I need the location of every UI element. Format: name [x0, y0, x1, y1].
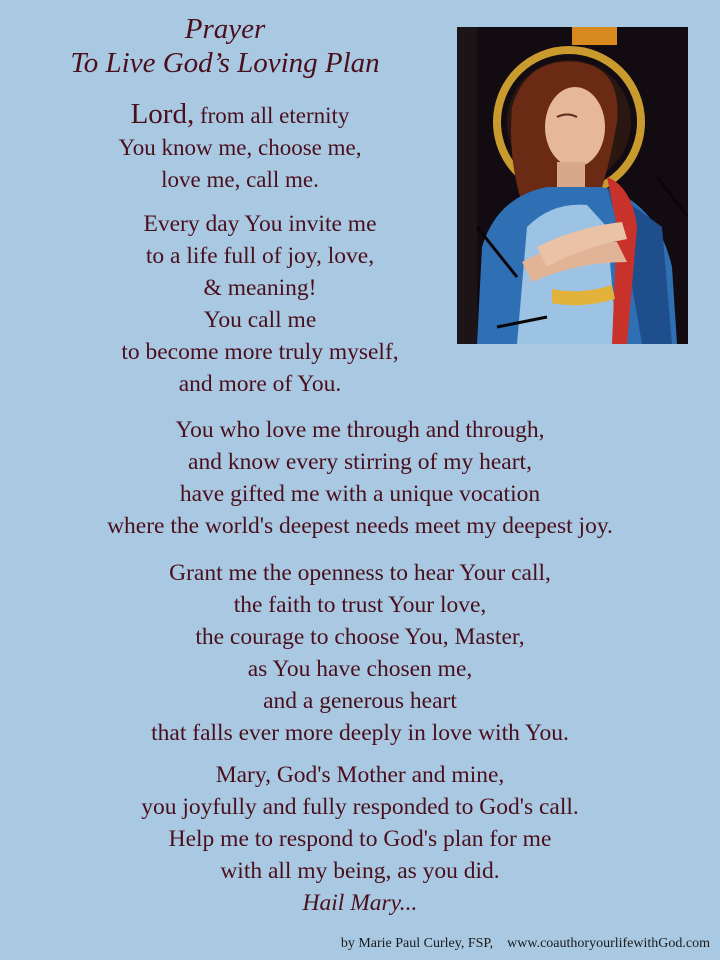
title-line-1: Prayer: [184, 13, 266, 45]
stanza-line: as You have chosen me,: [247, 656, 473, 682]
closing-line: Hail Mary...: [302, 890, 418, 916]
intro-line-3: love me, call me.: [161, 167, 319, 192]
intro-lead-word: Lord,: [130, 98, 195, 130]
stanza-line: You call me: [203, 307, 317, 333]
intro-line-1: [40, 98, 440, 132]
stanza-line: where the world's deepest needs meet my deepest joy.: [107, 513, 613, 539]
stanza-line: Mary, God's Mother and mine,: [215, 762, 505, 788]
stanza-3: [0, 557, 720, 749]
prayer-title: [10, 12, 440, 80]
author-credit: by Marie Paul Curley, FSP,: [340, 936, 494, 951]
stanza-line: and more of You.: [178, 371, 342, 397]
title-line-2: To Live God’s Loving Plan: [70, 47, 380, 79]
stanza-line: to become more truly myself,: [121, 339, 399, 365]
stanza-line: & meaning!: [203, 275, 317, 301]
stanza-line: to a life full of joy, love,: [145, 243, 375, 269]
intro-stanza: [40, 98, 440, 196]
credit-line: [0, 936, 710, 952]
stanza-line: with all my being, as you did.: [220, 858, 500, 884]
stanza-2: [0, 414, 720, 542]
intro-line-2: You know me, choose me,: [118, 135, 362, 160]
website-link[interactable]: www.coauthoryourlifewithGod.com: [507, 936, 710, 951]
stanza-line: the courage to choose You, Master,: [195, 624, 525, 650]
stanza-line: the faith to trust Your love,: [233, 592, 487, 618]
stanza-4: [0, 759, 720, 919]
stanza-line: Grant me the openness to hear Your call,: [169, 560, 551, 586]
stanza-line: Help me to respond to God's plan for me: [168, 826, 552, 852]
stanza-line: and know every stirring of my heart,: [188, 449, 532, 475]
stained-glass-mary-image: [457, 27, 688, 344]
stanza-line: and a generous heart: [263, 688, 457, 714]
stanza-line: You who love me through and through,: [175, 417, 545, 443]
stained-glass-mary-icon: [457, 27, 688, 344]
stanza-line: have gifted me with a unique vocation: [179, 481, 541, 507]
stanza-line: you joyfully and fully responded to God's call.: [141, 794, 579, 820]
intro-line-1-rest: from all eternity: [194, 103, 350, 128]
stanza-line: that falls ever more deeply in love with You.: [151, 720, 569, 746]
stanza-1: [40, 208, 480, 400]
stanza-line: Every day You invite me: [143, 211, 377, 237]
